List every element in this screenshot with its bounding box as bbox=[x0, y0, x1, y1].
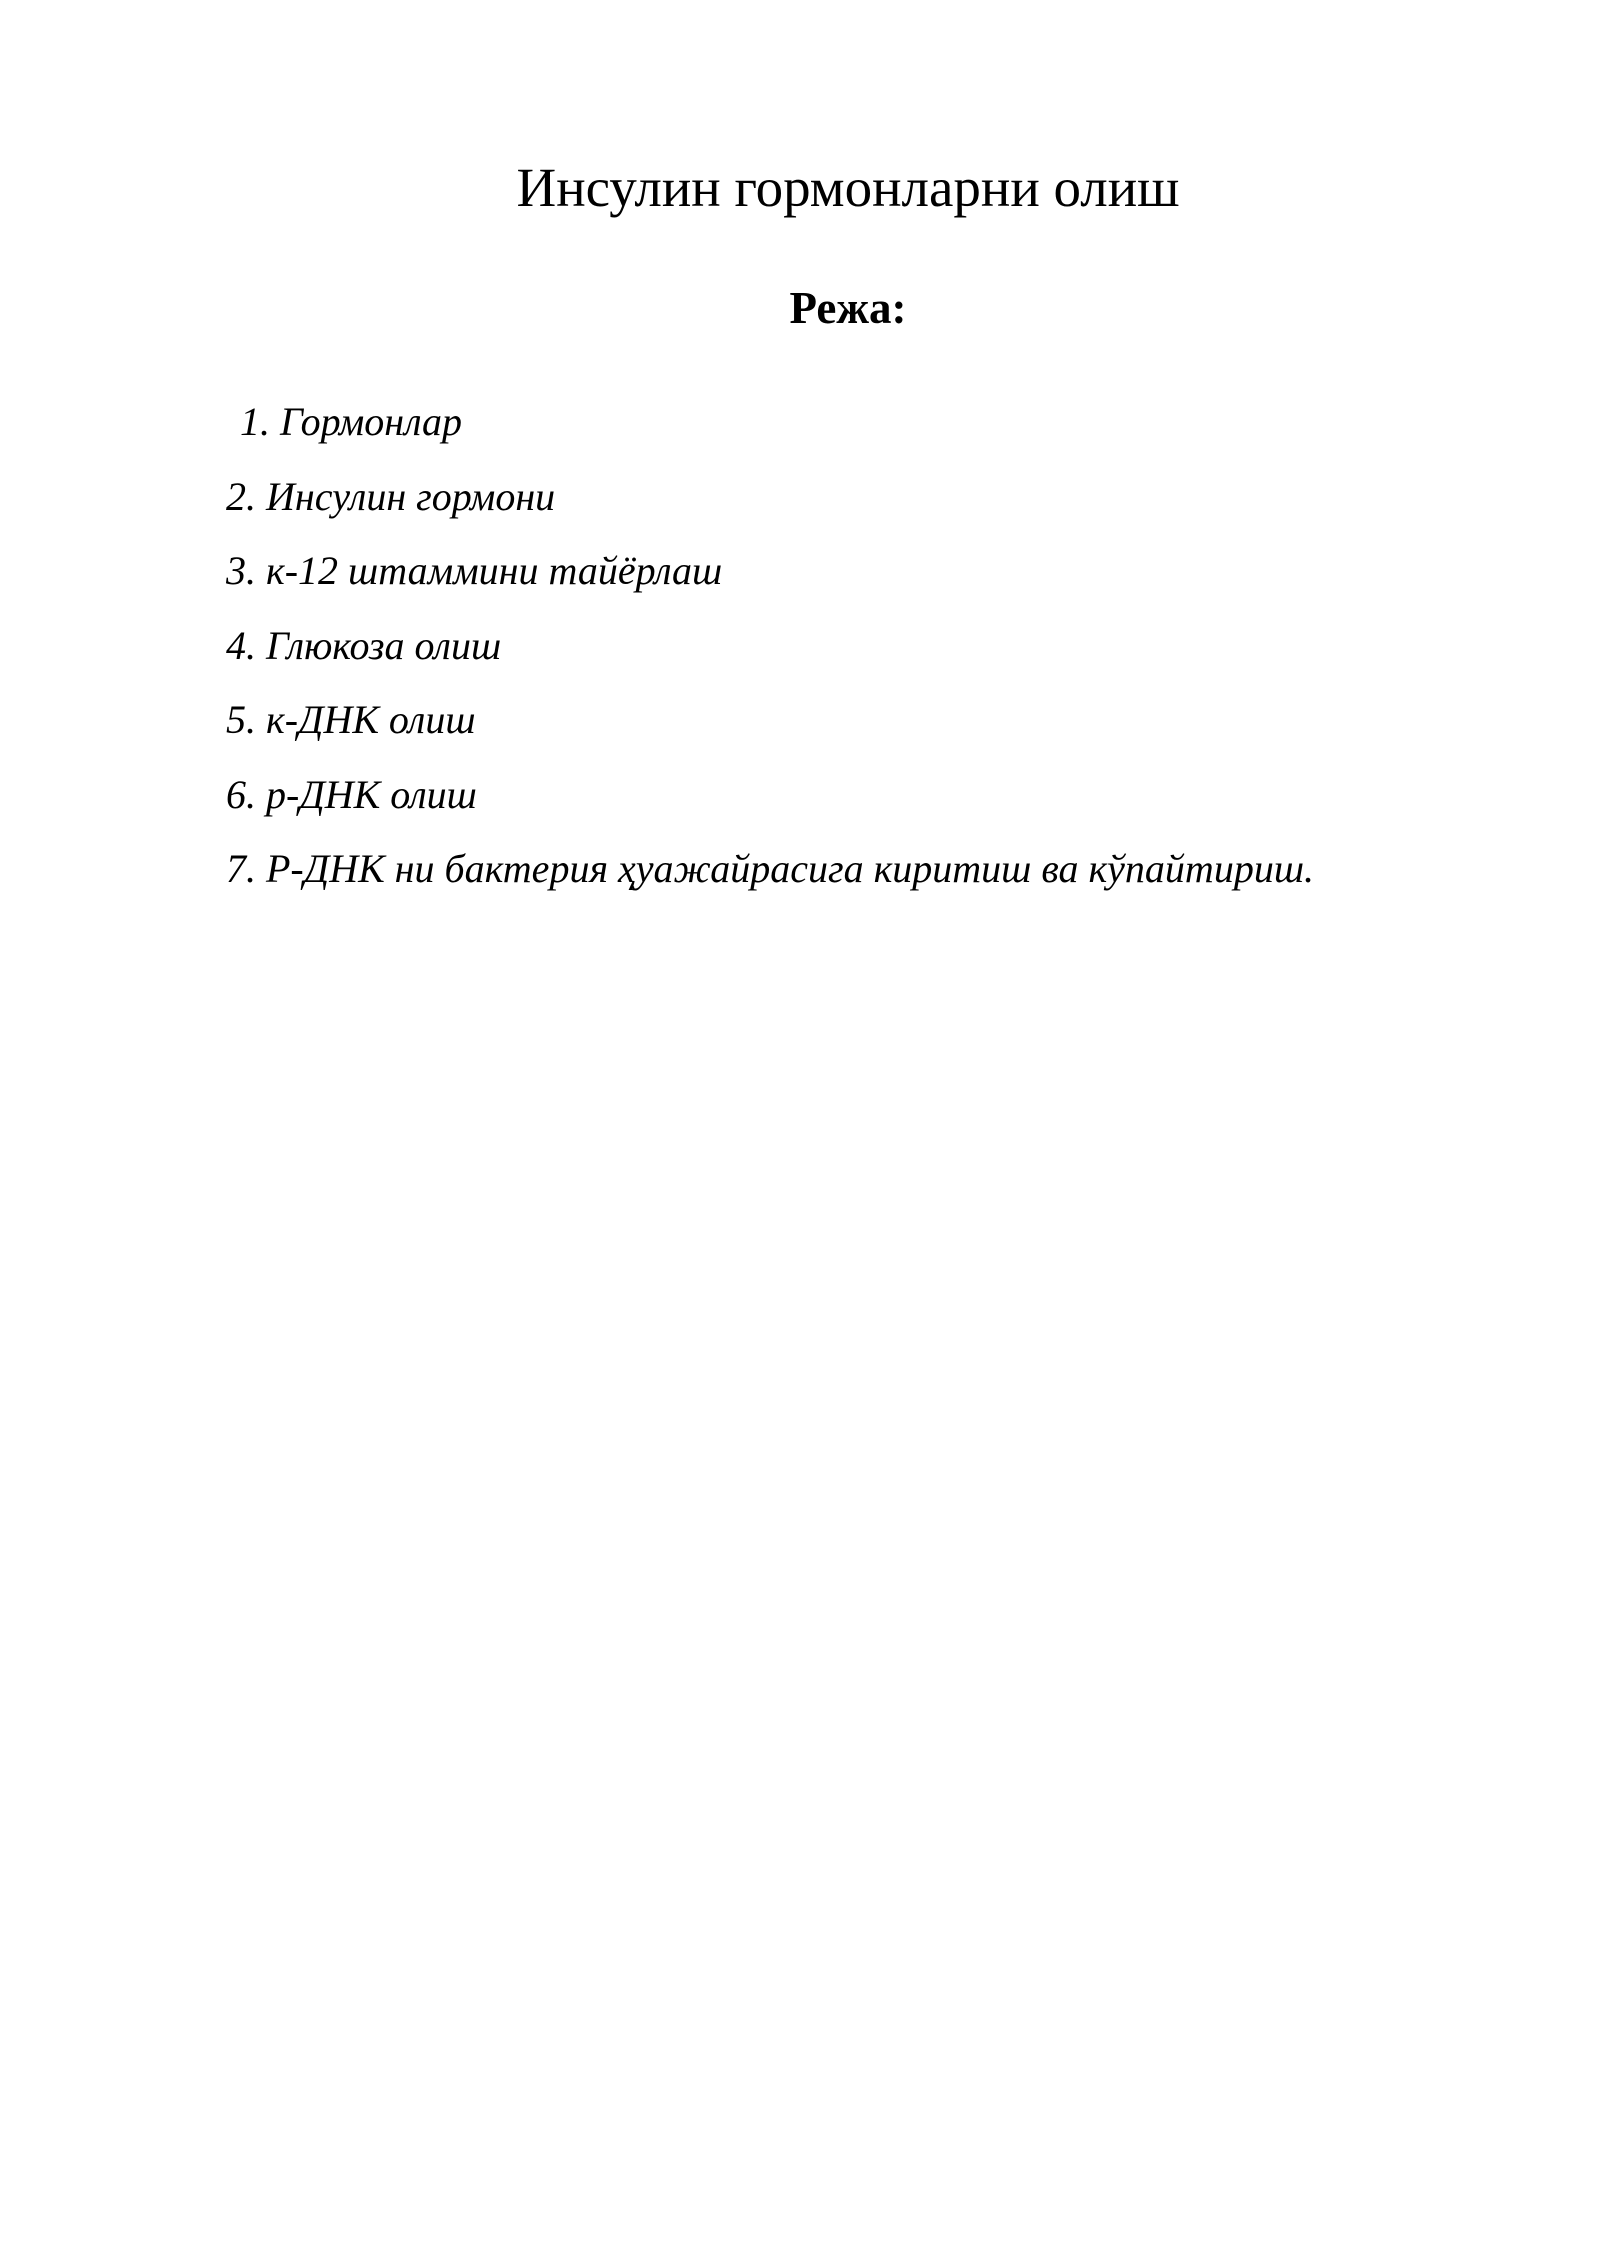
plan-item: 1. Гормонлар bbox=[240, 399, 462, 444]
plan-item: 4. Глюкоза олиш bbox=[226, 622, 502, 668]
plan-item: 5. к-ДНК олиш bbox=[226, 697, 476, 742]
plan-item: 2. Инсулин гормони bbox=[226, 473, 556, 519]
plan-heading: Режа: bbox=[789, 283, 907, 333]
plan-list bbox=[226, 385, 1314, 907]
plan-item: 6. р-ДНК олиш bbox=[226, 771, 477, 817]
plan-item: 7. Р-ДНК ни бактерия ҳуажайрасига киритиш ва кўпайтириш. bbox=[226, 846, 1315, 891]
document-title: Инсулин гормонларни олиш bbox=[516, 157, 1180, 218]
plan-item: 3. к-12 штаммини тайёрлаш bbox=[226, 548, 723, 593]
